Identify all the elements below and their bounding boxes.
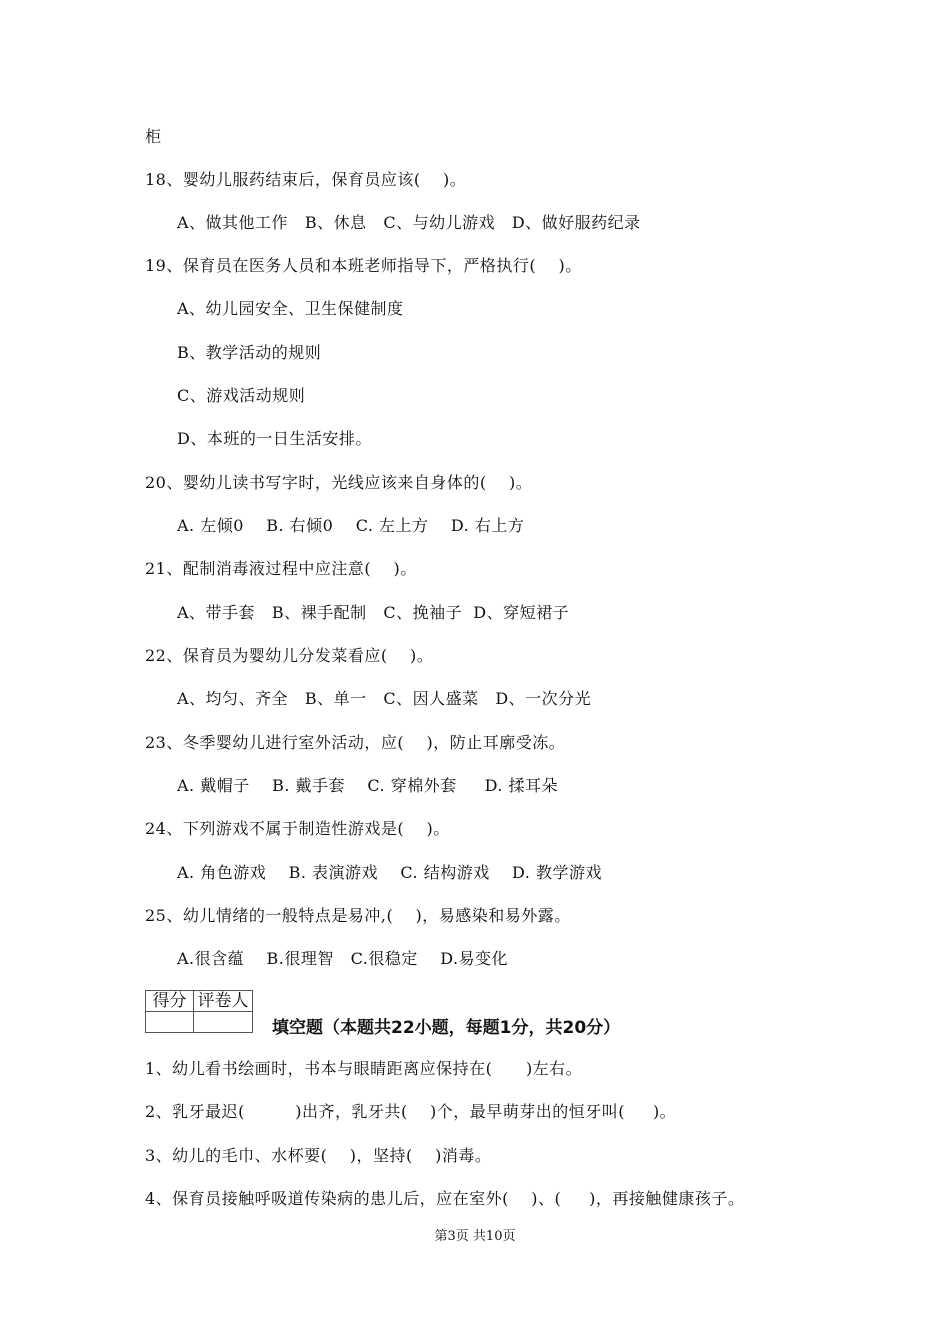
page-footer: 第3页 共10页	[434, 1229, 516, 1244]
question-18-options: A、做其他工作 B、休息 C、与幼儿游戏 D、做好服药纪录	[177, 213, 641, 232]
question-22: 22、保育员为婴幼儿分发菜看应( )。	[145, 646, 434, 665]
question-21: 21、配制消毒液过程中应注意( )。	[145, 559, 417, 578]
question-19: 19、保育员在医务人员和本班老师指导下，严格执行( )。	[145, 256, 582, 275]
question-25: 25、幼儿情绪的一般特点是易冲,( )，易感染和易外露。	[145, 906, 571, 925]
question-19-option-a: A、幼儿园安全、卫生保健制度	[177, 299, 404, 318]
question-24-options: A. 角色游戏 B. 表演游戏 C. 结构游戏 D. 教学游戏	[177, 863, 602, 882]
question-19-option-d: D、本班的一日生活安排。	[177, 429, 372, 448]
fill-question-3: 3、幼儿的毛巾、水杯要( )，坚持( )消毒。	[145, 1146, 492, 1165]
fill-question-1: 1、幼儿看书绘画时，书本与眼睛距离应保持在( )左右。	[145, 1059, 583, 1078]
score-cell	[146, 1012, 194, 1033]
question-25-options: A.很含蕴 B.很理智 C.很稳定 D.易变化	[177, 949, 509, 968]
reviewer-cell	[194, 1012, 253, 1033]
fill-question-2: 2、乳牙最迟( )出齐，乳牙共( )个，最早萌芽出的恒牙叫( )。	[145, 1102, 677, 1121]
question-20: 20、婴幼儿读书写字时，光线应该来自身体的( )。	[145, 473, 533, 492]
question-18: 18、婴幼儿服药结束后，保育员应该( )。	[145, 170, 467, 189]
question-21-options: A、带手套 B、裸手配制 C、挽袖子 D、穿短裙子	[177, 603, 570, 622]
reviewer-label: 评卷人	[194, 991, 253, 1012]
score-table	[145, 990, 253, 1033]
continuation-text: 柜	[145, 127, 162, 146]
question-23-options: A. 戴帽子 B. 戴手套 C. 穿棉外套 D. 揉耳朵	[177, 776, 559, 795]
section-heading: 填空题（本题共22小题，每题1分，共20分）	[272, 1018, 621, 1038]
question-23: 23、冬季婴幼儿进行室外活动，应( )，防止耳廓受冻。	[145, 733, 566, 752]
question-22-options: A、均匀、齐全 B、单一 C、因人盛菜 D、一次分光	[177, 689, 592, 708]
fill-question-4: 4、保育员接触呼吸道传染病的患儿后，应在室外( )、( )，再接触健康孩子。	[145, 1189, 745, 1208]
question-20-options: A. 左倾0 B. 右倾0 C. 左上方 D. 右上方	[177, 516, 525, 535]
question-19-option-b: B、教学活动的规则	[177, 343, 322, 362]
question-24: 24、下列游戏不属于制造性游戏是( )。	[145, 819, 450, 838]
score-label: 得分	[146, 991, 194, 1012]
question-19-option-c: C、游戏活动规则	[177, 386, 306, 405]
